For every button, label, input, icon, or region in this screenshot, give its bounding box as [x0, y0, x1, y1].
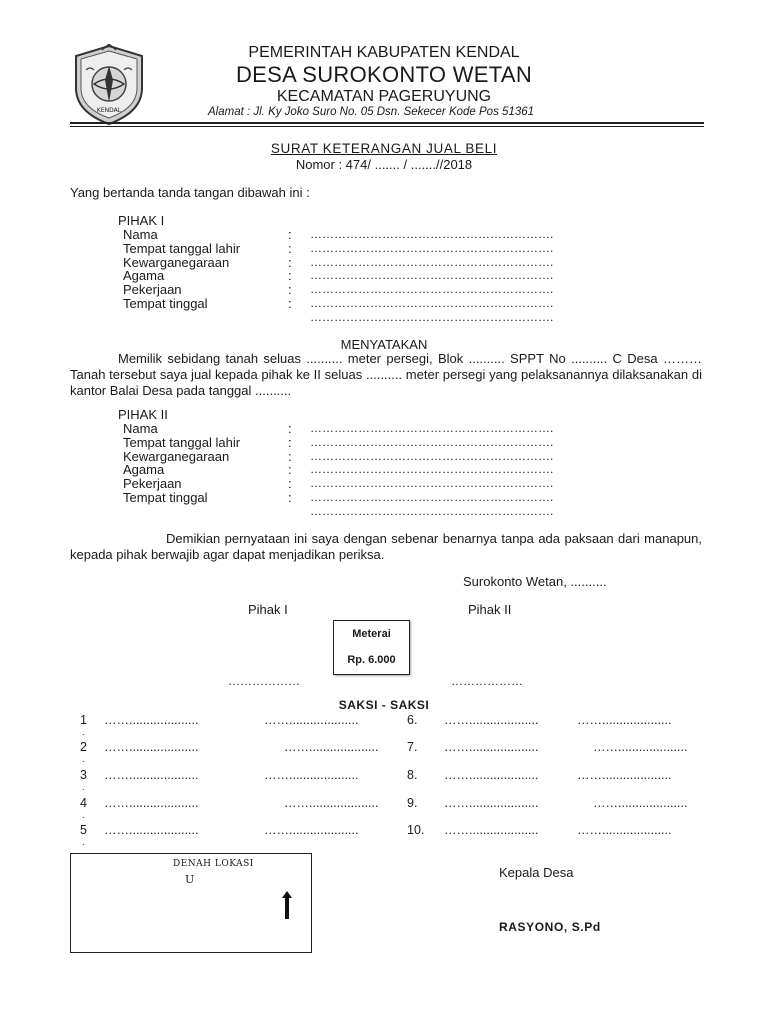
closing-text: Demikian pernyataan ini saya dengan sebenar benarnya tanpa ada paksaan dari manapun, kepada pihak berwajib agar dapat menjadikan periksa. [70, 531, 702, 562]
north-arrow-icon [281, 891, 293, 919]
saksi-name-line: …….................... [104, 823, 199, 837]
pihak1-field-value: ……………………………………………………. [310, 240, 554, 255]
saksi-name-line: …….................... [104, 740, 199, 754]
pihak1-field-value: ……………………………………………………. [310, 268, 554, 283]
document-title: SURAT KETERANGAN JUAL BELI [270, 141, 498, 156]
pihak2-field-value: ……………………………………………………. [310, 490, 554, 504]
saksi-name-line: …….................... [444, 713, 539, 727]
letterhead-divider-thin [70, 126, 704, 127]
pihak2-signature-line: ……………… [451, 674, 523, 688]
pihak1-signature-label: Pihak I [248, 602, 288, 617]
pihak1-heading: PIHAK I [118, 213, 165, 228]
pihak1-field-label: Pekerjaan [123, 282, 182, 298]
saksi-signature-line: …….................... [284, 740, 379, 754]
pihak1-field-label: Nama [123, 227, 158, 242]
pihak1-field-label: Tempat tanggal lahir [123, 240, 241, 256]
pihak2-signature-label: Pihak II [468, 602, 512, 617]
saksi-marker-dot: . [82, 810, 85, 820]
pihak2-field-label: Tempat tanggal lahir [123, 434, 241, 450]
meterai-label: Meterai [352, 628, 391, 640]
pihak2-field-label: Nama [123, 421, 158, 436]
letterhead-divider-thick [70, 122, 704, 124]
saksi-signature-line: …….................... [577, 823, 672, 837]
pihak2-heading: PIHAK II [118, 407, 168, 422]
pihak2-field-separator: : [288, 490, 292, 505]
denah-label: DENAH LOKASI [173, 859, 254, 869]
north-label: U [185, 873, 195, 886]
saksi-marker-dot: . [82, 727, 85, 737]
menyatakan-heading: MENYATAKAN [340, 337, 428, 352]
saksi-number: 6. [407, 713, 418, 727]
saksi-name-line: …….................... [444, 796, 539, 810]
saksi-number: 3 [80, 768, 87, 782]
saksi-number: 7. [407, 740, 418, 754]
pihak1-field-separator: : [288, 282, 292, 298]
saksi-title: SAKSI - SAKSI [338, 698, 430, 712]
letterhead-government: PEMERINTAH KABUPATEN KENDAL [248, 44, 520, 61]
menyatakan-text: Memilik sebidang tanah seluas .......... meter persegi, Blok .......... SPPT No .......... C Desa ……… Tanah tersebut saya jual kepada pihak ke II seluas .......... meter persegi yang pelaksanannya dilaksanakan di kantor Balai Desa pada tanggal .......... [70, 351, 702, 398]
letterhead-village: DESA SUROKONTO WETAN [235, 62, 533, 87]
saksi-signature-line: …….................... [264, 768, 359, 782]
pihak2-field-label: Pekerjaan [123, 476, 182, 492]
pihak1-field-value: ……………………………………………………. [310, 282, 554, 297]
pihak2-field-label: Tempat tinggal [123, 490, 208, 505]
pihak2-field-continuation: ……………………………………………………. [310, 503, 554, 518]
logo-text: KENDAL [96, 107, 122, 114]
denah-lokasi-box [70, 853, 312, 953]
pihak1-signature-line: ……………… [228, 674, 300, 688]
saksi-marker-dot: . [82, 837, 85, 847]
saksi-signature-line: …….................... [284, 796, 379, 810]
saksi-signature-line: …….................... [593, 796, 688, 810]
document-number: Nomor : 474/ ....... / .......//2018 [295, 157, 473, 172]
saksi-number: 2 [80, 740, 87, 754]
pihak2-field-value: ……………………………………………………. [310, 462, 554, 477]
letterhead-address: Alamat : Jl. Ky Joko Suro No. 05 Dsn. Sekecer Kode Pos 51361 [208, 106, 535, 118]
saksi-name-line: …….................... [104, 713, 199, 727]
saksi-number: 9. [407, 796, 418, 810]
pihak2-field-separator: : [288, 421, 292, 436]
pihak2-field-value: ……………………………………………………. [310, 476, 554, 491]
saksi-marker-dot: . [82, 754, 85, 764]
saksi-name-line: …….................... [444, 740, 539, 754]
saksi-name-line: …….................... [444, 823, 539, 837]
pihak1-field-separator: : [288, 296, 292, 311]
saksi-number: 1 [80, 713, 87, 727]
letterhead-district: KECAMATAN PAGERUYUNG [276, 88, 492, 105]
pihak1-field-label: Agama [123, 268, 165, 284]
meterai-stamp-box [333, 620, 410, 675]
kepala-desa-name: RASYONO, S.Pd [499, 920, 601, 934]
saksi-signature-line: …….................... [593, 740, 688, 754]
menyatakan-paragraph [70, 351, 702, 399]
kepala-desa-label: Kepala Desa [499, 865, 574, 880]
pihak1-field-separator: : [288, 240, 292, 256]
pihak2-field-separator: : [288, 476, 292, 492]
closing-paragraph [70, 531, 702, 563]
pihak2-field-separator: : [288, 434, 292, 450]
pihak1-field-separator: : [288, 227, 292, 242]
saksi-number: 5 [80, 823, 87, 837]
opening-statement: Yang bertanda tanda tangan dibawah ini : [70, 185, 310, 200]
pihak1-field-label: Tempat tinggal [123, 296, 208, 311]
pihak1-field-separator: : [288, 268, 292, 284]
pihak2-field-label: Kewarganegaraan [123, 448, 230, 464]
pihak1-field-separator: : [288, 254, 292, 270]
place-date: Surokonto Wetan, .......... [463, 574, 607, 589]
pihak2-field-value: ……………………………………………………. [310, 448, 554, 463]
pihak2-field-separator: : [288, 448, 292, 464]
pihak1-field-label: Kewarganegaraan [123, 254, 230, 270]
pihak1-field-value: ……………………………………………………. [310, 227, 554, 241]
saksi-name-line: …….................... [104, 768, 199, 782]
saksi-number: 10. [407, 823, 425, 837]
pihak1-field-value: ……………………………………………………. [310, 254, 554, 269]
pihak2-field-label: Agama [123, 462, 165, 478]
pihak1-field-continuation: ……………………………………………………. [310, 309, 554, 324]
saksi-signature-line: …….................... [577, 768, 672, 782]
saksi-marker-dot: . [82, 782, 85, 792]
meterai-value: Rp. 6.000 [347, 654, 396, 666]
saksi-number: 8. [407, 768, 418, 782]
pihak2-field-value: ……………………………………………………. [310, 421, 554, 435]
pihak2-field-separator: : [288, 462, 292, 478]
pihak1-field-value: ……………………………………………………. [310, 296, 554, 310]
saksi-name-line: …….................... [444, 768, 539, 782]
saksi-signature-line: …….................... [577, 713, 672, 727]
pihak2-field-value: ……………………………………………………. [310, 434, 554, 449]
saksi-name-line: …….................... [104, 796, 199, 810]
saksi-signature-line: …….................... [264, 713, 359, 727]
saksi-number: 4 [80, 796, 87, 810]
saksi-signature-line: …….................... [264, 823, 359, 837]
